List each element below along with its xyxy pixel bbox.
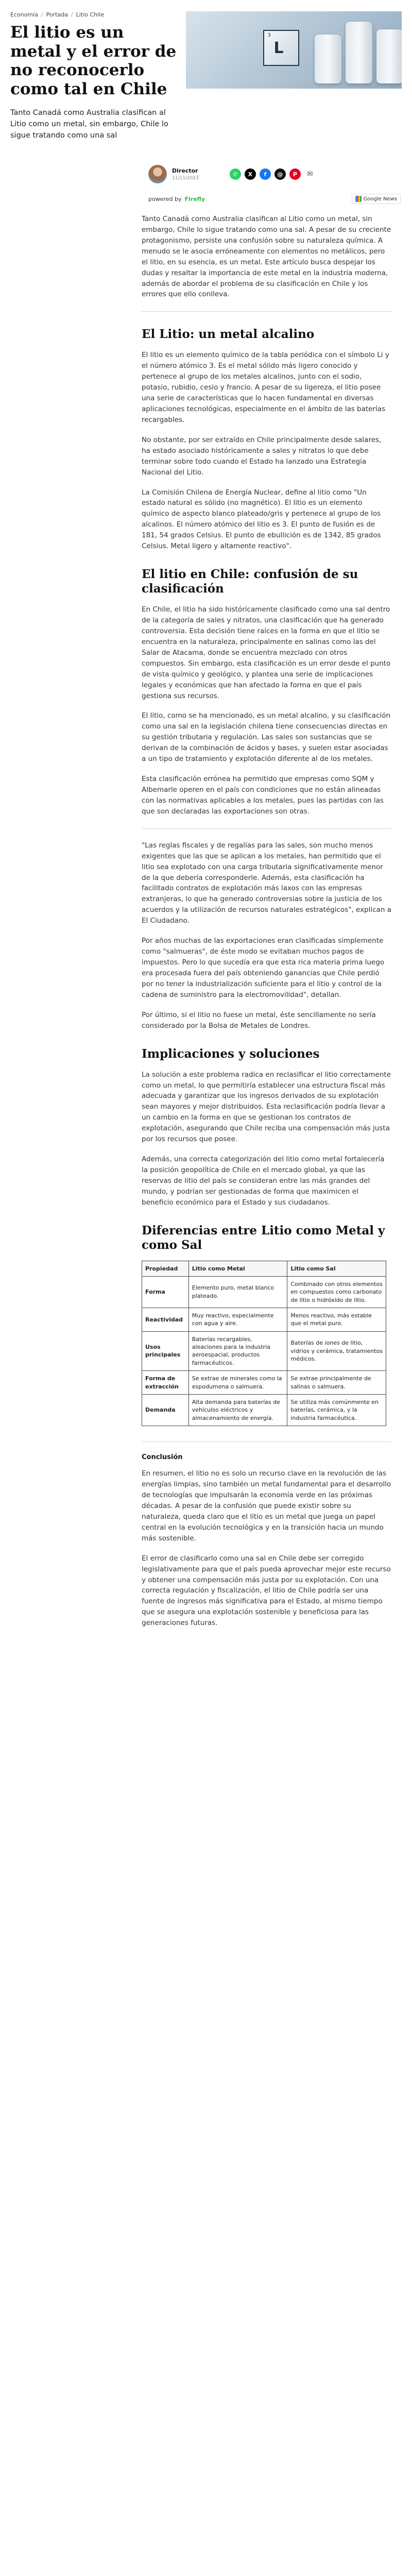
google-news-button[interactable] bbox=[352, 194, 401, 204]
avatar[interactable] bbox=[148, 165, 167, 183]
table-cell: Demanda bbox=[142, 1395, 189, 1426]
table-row bbox=[142, 1371, 386, 1395]
table-row bbox=[142, 1395, 386, 1426]
section-heading: Diferencias entre Litio como Metal y como Sal bbox=[142, 1223, 385, 1252]
conclusion-heading: Conclusión bbox=[142, 1453, 183, 1462]
article-paragraph: Tanto Canadá como Australia clasifican al Litio como un metal, sin embargo, Chile lo sigue tratando como una sal. A pesar de su creciente protagonismo, persiste una confusión sobre su naturaleza química. A menudo se le asocia erróneamente con elementos no metálicos, pero el litio, en su esencia, es un metal. Este artículo busca despejar los dudas y resaltar la importancia de este metal en la industria moderna, además de abordar el problema de su clasificación en Chile y los errores que ello conlleva. bbox=[142, 215, 391, 299]
breadcrumb-portada[interactable]: Portada bbox=[46, 11, 68, 18]
comparison-table bbox=[142, 1261, 386, 1426]
facebook-icon[interactable]: f bbox=[260, 168, 271, 180]
table-cell: Se extrae de minerales como la espodumena o salmuera. bbox=[188, 1371, 287, 1395]
breadcrumb bbox=[10, 11, 177, 18]
article-paragraph: El litio, como se ha mencionado, es un metal alcalino, y su clasificación como una sal en la legislación chilena tiene consecuencias directas en su gestión tributaria y regulación. Las sales son sustancias que se derivan de la combinación de ácidos y bases, y suelen estar asociadas a un tipo de tratamiento y explotación diferente al de los metales. bbox=[142, 711, 391, 764]
google-news-icon bbox=[355, 196, 362, 202]
page-title: El litio es un metal y el error de no reconocerlo como tal en Chile bbox=[10, 23, 177, 98]
share-buttons bbox=[230, 168, 316, 180]
article-paragraph: No obstante, por ser extraído en Chile principalmente desde salares, ha estado asociado históricamente a sales y nitratos lo que debe terminar sobre todo cuando el Estado ha lanzado una Estrategia Nacional del Litio. bbox=[142, 435, 382, 477]
publish-date: 11/11/2023 bbox=[172, 176, 199, 181]
conclusion-paragraph: En resumen, el litio no es solo un recurso clave en la revolución de las energías limpias, sino también un metal fundamental para el desarrollo de tecnologías que impulsarán la economía verde en las próximas décadas. A pesar de la confusión que puede existir sobre su naturaleza, queda claro que el litio es un metal que juega un papel central en la evolución tecnológica y en la transición hacia un mundo más sostenible. bbox=[142, 1469, 391, 1543]
breadcrumb-economia[interactable]: Economía bbox=[10, 11, 38, 18]
table-cell: Elemento puro, metal blanco plateado. bbox=[188, 1276, 287, 1308]
table-header: Propiedad bbox=[142, 1261, 189, 1276]
battery-cell bbox=[376, 29, 402, 83]
table-row bbox=[142, 1276, 386, 1308]
table-cell: Alta demanda para baterías de vehículos eléctricos y almacenamiento de energía. bbox=[188, 1395, 287, 1426]
table-cell: Usos principales bbox=[142, 1331, 189, 1371]
article-header bbox=[0, 0, 412, 142]
table-header-row bbox=[142, 1261, 386, 1276]
header-text bbox=[10, 11, 177, 142]
table-cell: Menos reactivo, más estable que el metal puro. bbox=[287, 1308, 386, 1331]
powered-label: powered by bbox=[148, 195, 182, 202]
table-row bbox=[142, 1308, 386, 1331]
author-name[interactable]: Director bbox=[172, 167, 198, 174]
section-heading: El litio en Chile: confusión de su clasificación bbox=[142, 567, 358, 596]
x-icon[interactable]: X bbox=[245, 168, 256, 180]
table-cell: Se extrae principalmente de salinas o salmuera. bbox=[287, 1371, 386, 1395]
table-cell: Forma de extracción bbox=[142, 1371, 189, 1395]
author-row bbox=[148, 165, 401, 183]
article-paragraph: "Las reglas fiscales y de regalías para las sales, son mucho menos exigentes que las que se aplican a los metales, han permitido que el litio sea explotado con una carga tributaria significativamente menor de la que debería corresponderle. Además, esta clasificación ha facilitado contratos de explotación más laxos con las empresas extranjeras, lo que ha generado controversias sobre la justicia de los acuerdos y la utilización de recursos naturales estratégicos", explican a El Ciudadano. bbox=[142, 841, 391, 925]
article-paragraph: La solución a este problema radica en reclasificar el litio correctamente como un metal, lo que permitiría establecer una estructura fiscal más adecuada y garantizar que los ingresos derivados de su explotación sean mayores y mejor distribuidos. Esta reclasificación podría llevar a un cambio en la forma en que se gestionan los contratos de explotación, asegurando que Chile reciba una compensación más justa por los recursos que posee. bbox=[142, 1070, 391, 1144]
article-paragraph: El litio es un elemento químico de la tabla periódica con el símbolo Li y el número atómico 3. Es el metal sólido más ligero conocido y pertenece al grupo de los metales alcalinos, junto con el sodio, potasio, rubidio, cesio y francio. A pesar de su ligereza, el litio posee una serie de características que lo hacen fundamental en diversas aplicaciones tecnológicas, especialmente en el ámbito de las baterías recargables. bbox=[142, 351, 389, 424]
section-heading: El Litio: un metal alcalino bbox=[142, 327, 315, 342]
hero-image bbox=[186, 11, 402, 89]
table-row bbox=[142, 1331, 386, 1371]
article-sections bbox=[142, 214, 391, 1252]
breadcrumb-litio[interactable]: Litio Chile bbox=[76, 11, 104, 18]
table-header: Litio como Metal bbox=[188, 1261, 287, 1276]
divider bbox=[142, 311, 391, 312]
article-body bbox=[142, 214, 391, 1638]
battery-cell bbox=[315, 35, 341, 83]
pinterest-icon[interactable]: P bbox=[289, 168, 301, 180]
battery-cell bbox=[346, 22, 372, 83]
table-cell: Reactividad bbox=[142, 1308, 189, 1331]
section-heading: Implicaciones y soluciones bbox=[142, 1046, 320, 1061]
article-paragraph: Esta clasificación errónea ha permitido que empresas como SQM y Albemarle operen en el país con condiciones que no están alineadas con las normativas aplicables a los metales, pues las partidas con las que son declaradas las exportaciones son otras. bbox=[142, 775, 384, 816]
page-subtitle: Tanto Canadá como Australia clasifican al Litio como un metal, sin embargo, Chile lo sigue tratando como una sal bbox=[10, 109, 168, 140]
breadcrumb-sep: / bbox=[71, 11, 73, 18]
conclusion-paragraph: El error de clasificarlo como una sal en Chile debe ser corregido legislativamente para que el país pueda aprovechar mejor este recurso y obtener una compensación más justa por su explotación. Con una correcta regulación y fiscalización, el litio de Chile podría ser una fuente de ingresos más significativa para el Estado, al mismo tiempo que se asegura una explotación sostenible y beneficiosa para las generaciones futuras. bbox=[142, 1554, 391, 1628]
author-bar bbox=[148, 165, 401, 204]
divider bbox=[142, 828, 391, 829]
lithium-symbol-image: 3 L bbox=[263, 30, 299, 66]
article-paragraph: Por último, si el litio no fuese un metal, éste sencillamente no sería considerado por la Bolsa de Metales de Londres. bbox=[142, 1010, 376, 1030]
table-cell: Baterías de iones de litio, vidrios y cerámica, tratamientos médicos. bbox=[287, 1331, 386, 1371]
table-cell: Forma bbox=[142, 1276, 189, 1308]
author-info bbox=[172, 167, 199, 181]
table-header: Litio como Sal bbox=[287, 1261, 386, 1276]
table-cell: Muy reactivo, especialmente con agua y aire. bbox=[188, 1308, 287, 1331]
powered-by bbox=[148, 194, 401, 204]
whatsapp-icon[interactable]: ✆ bbox=[230, 168, 241, 180]
threads-icon[interactable]: @ bbox=[274, 168, 286, 180]
article-paragraph: Por años muchas de las exportaciones eran clasificadas simplemente como "salmueras", de éste modo se evitaban muchos pagos de impuestos. Pero lo que sucedía era que esta rica materia prima luego era procesada fuera del país obteniendo ganancias que Chile perdió por no tener la industrialización suficiente para el litio y control de la cadena de suministro para la electromovilidad", detallan. bbox=[142, 937, 385, 999]
email-icon[interactable]: ✉ bbox=[304, 168, 316, 180]
article-paragraph: Además, una correcta categorización del litio como metal fortalecería la posición geopolítica de Chile en el mercado global, ya que las reservas de litio del país se consideran entre las más grandes del mundo, y podrían ser gestionadas de forma que maximicen el beneficio económico para el Estado y sus ciudadanos. bbox=[142, 1155, 385, 1207]
article-paragraph: La Comisión Chilena de Energía Nuclear, define al litio como "Un estado natural es sólido (no magnético). El litio es un elemento químico de aspecto blanco plateado/gris y pertenece al grupo de los alcalinos. El número atómico del litio es 3. El punto de fusión es de 181, 54 grados Celsius. El punto de ebullición es de 1342, 85 grados Celsius. Metal ligero y altamente reactivo". bbox=[142, 488, 381, 551]
table-cell: Baterías recargables, aleaciones para la industria aeroespacial, productos farmacéuticos. bbox=[188, 1331, 287, 1371]
article-paragraph: En Chile, el litio ha sido históricamente clasificado como una sal dentro de la categoría de sales y nitratos, una clasificación que ha generado controversia. Esta decisión tiene raíces en la forma en que el litio se encuentra en la naturaleza, principalmente en salinas como las del Salar de Atacama, donde se encuentra mezclado con otros compuestos. Sin embargo, esta clasificación es un error desde el punto de vista químico y geológico, y plantea una serie de implicaciones legales y económicas que han afectado la forma en que el país gestiona sus recursos. bbox=[142, 605, 391, 700]
google-news-label: Google News bbox=[363, 196, 397, 202]
breadcrumb-sep: / bbox=[41, 11, 43, 18]
table-cell: Se utiliza más comúnmente en baterías, cerámica, y la industria farmacéutica. bbox=[287, 1395, 386, 1426]
table-cell: Combinado con otros elementos en compuestos como carbonato de litio o hidróxido de litio. bbox=[287, 1276, 386, 1308]
firefly-logo[interactable]: Firefly bbox=[184, 195, 205, 202]
